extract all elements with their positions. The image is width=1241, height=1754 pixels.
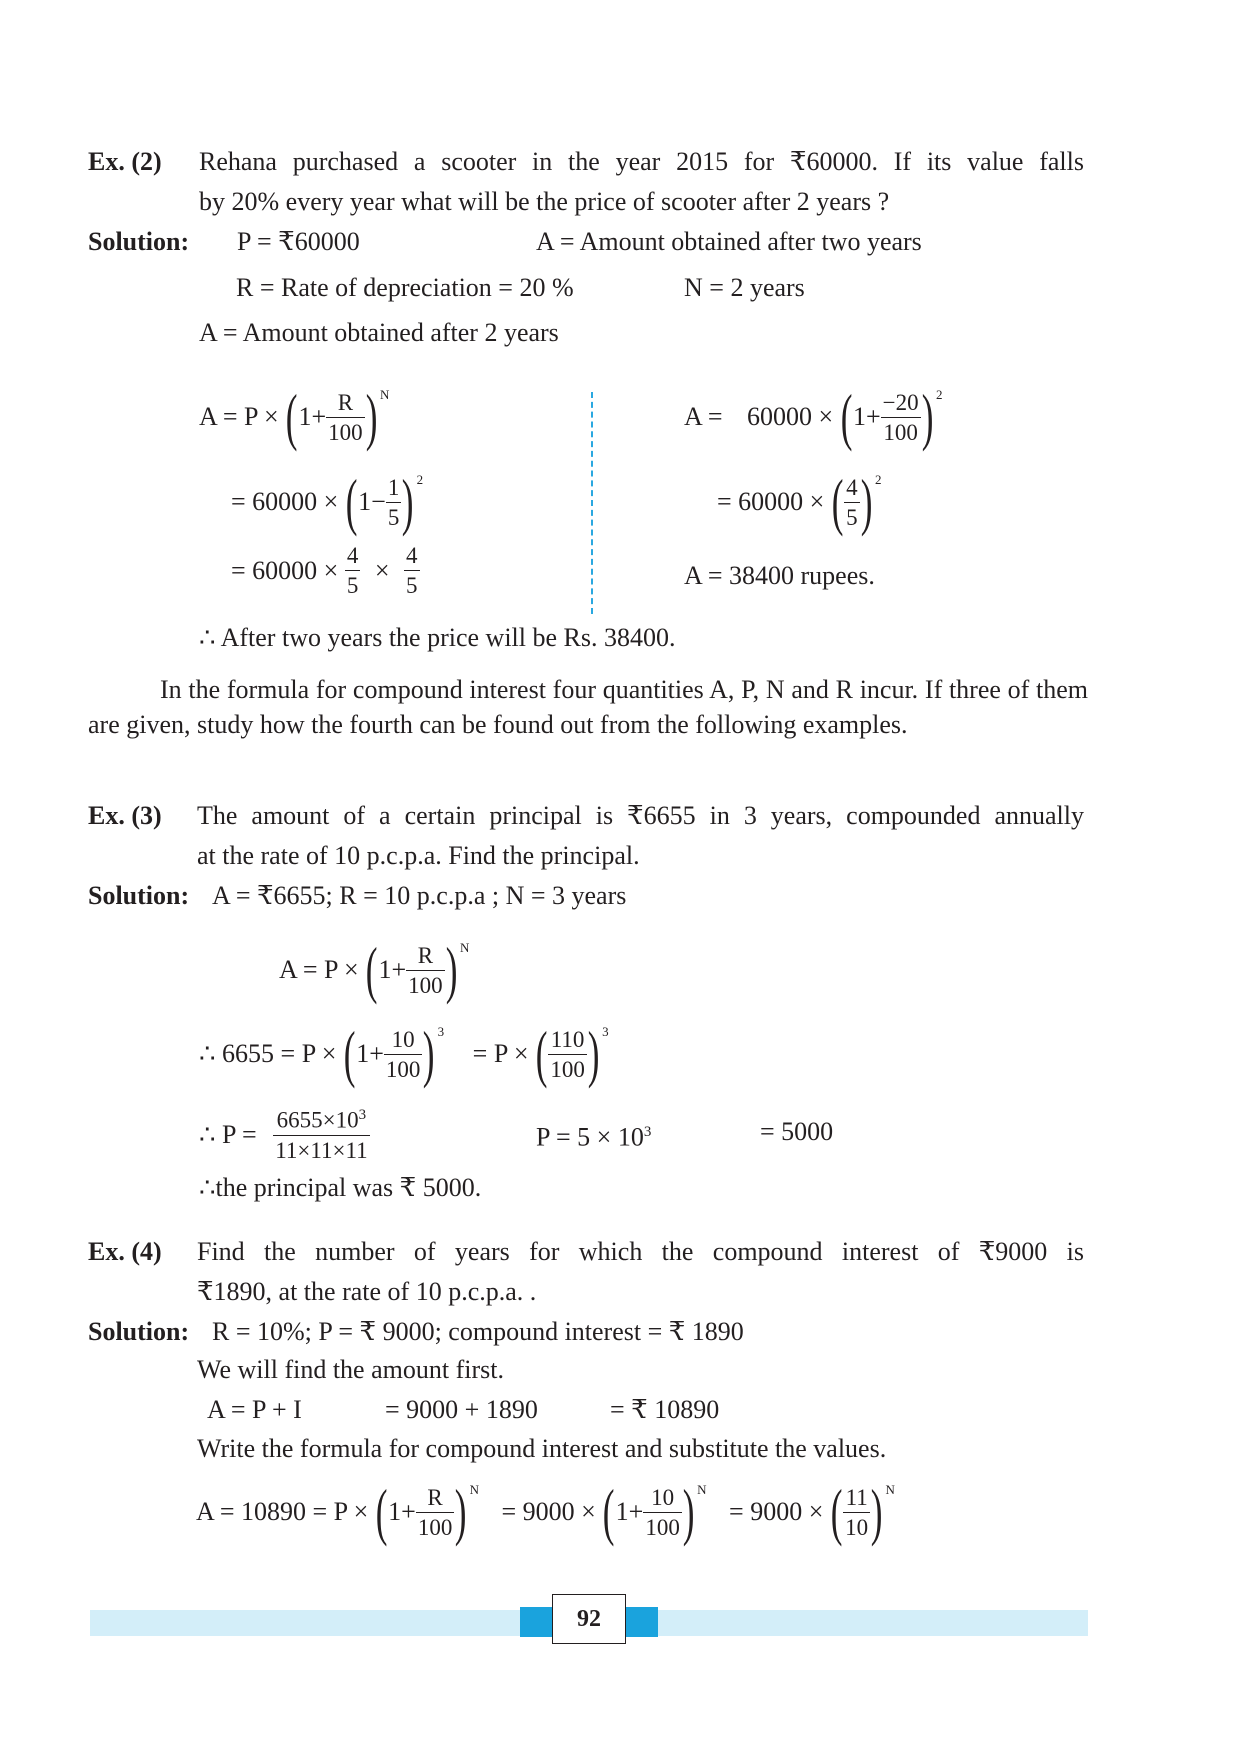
ex2-step2: = 60000 × (1− $\frac{1}{5}$ ) 2 bbox=[231, 466, 424, 537]
ex3-formula: A = P × (1+ $\frac{R}{100}$ ) N bbox=[279, 934, 470, 1005]
ex3-solve-p: ∴ P = $\frac{6655\times 10^3}{11\times 11\times 11}$ bbox=[199, 1107, 368, 1163]
ex3-conclusion: ∴the principal was ₹ 5000. bbox=[199, 1173, 482, 1202]
ex3-p-value: $P = 5 \times 10^3$ bbox=[536, 1122, 652, 1152]
ex3-label: Ex. (3) bbox=[88, 801, 162, 830]
ex3-given: A = ₹6655; R = 10 p.c.p.a ; N = 3 years bbox=[212, 881, 627, 910]
ex3-p-result: = 5000 bbox=[760, 1117, 834, 1146]
column-divider bbox=[591, 392, 593, 614]
ex4-question-line2: ₹1890, at the rate of 10 p.c.p.a. . bbox=[197, 1277, 537, 1306]
page-number: 92 bbox=[552, 1594, 626, 1644]
ex4-sum: = 9000 + 1890 bbox=[385, 1395, 538, 1424]
ex2-a-definition: A = Amount obtained after 2 years bbox=[199, 318, 559, 347]
ex4-a-pi: A = P + I bbox=[207, 1395, 302, 1424]
ex2-given-a: A = Amount obtained after two years bbox=[536, 227, 922, 256]
ex4-write-formula: Write the formula for compound interest and substitute the values. bbox=[197, 1434, 887, 1463]
ex2-formula: A = P × (1+ $\frac{R}{100}$ ) N bbox=[199, 381, 390, 452]
ex3-question-line1: The amount of a certain principal is ₹6655 in 3 years, compounded annually bbox=[197, 801, 1084, 830]
ex2-right-step2: = 60000 × ( $\frac{4}{5}$ ) 2 bbox=[717, 466, 882, 537]
ex2-given-p: P = ₹60000 bbox=[237, 227, 360, 256]
ex2-step3: = 60000 × $\frac{4}{5}$ × $\frac{4}{5}$ bbox=[231, 543, 418, 598]
ex4-label: Ex. (4) bbox=[88, 1237, 162, 1266]
ex2-label: Ex. (2) bbox=[88, 147, 162, 176]
ex4-find-amount: We will find the amount first. bbox=[197, 1355, 504, 1384]
ex2-result: A = 38400 rupees. bbox=[684, 561, 875, 590]
intro-paragraph: In the formula for compound interest four quantities A, P, N and R incur. If three of them are given, study how the fourth can be found out from the following examples. bbox=[88, 675, 1088, 739]
ex2-given-n: N = 2 years bbox=[684, 273, 805, 302]
ex3-solution-label: Solution: bbox=[88, 881, 190, 910]
ex4-given: R = 10%; P = ₹ 9000; compound interest = ₹ 1890 bbox=[212, 1317, 744, 1346]
ex2-conclusion: ∴ After two years the price will be Rs. 38400. bbox=[199, 623, 676, 652]
ex3-substitution: ∴ 6655 = P × (1+ $\frac{10}{100}$ ) 3 = P × ( $\frac{110}{100}$ ) 3 bbox=[199, 1018, 609, 1089]
ex2-given-r: R = Rate of depreciation = 20 % bbox=[236, 273, 574, 302]
ex4-sum-result: = ₹ 10890 bbox=[610, 1395, 720, 1424]
ex4-solution-label: Solution: bbox=[88, 1317, 190, 1346]
ex2-solution-label: Solution: bbox=[88, 227, 190, 256]
ex4-final-formula: A = 10890 = P × (1+ $\frac{R}{100}$ ) N = 9000 × (1+ $\frac{10}{100}$ ) N = 9000 × ( $\frac{11}{10}$ ) N bbox=[196, 1476, 895, 1547]
ex2-right-formula: A = 60000 × (1+ $\frac{-20}{100}$ ) 2 bbox=[684, 381, 943, 452]
ex2-question-line1: Rehana purchased a scooter in the year 2015 for ₹60000. If its value falls bbox=[199, 147, 1084, 176]
ex2-question-line2: by 20% every year what will be the price of scooter after 2 years ? bbox=[199, 187, 890, 216]
ex4-question-line1: Find the number of years for which the compound interest of ₹9000 is bbox=[197, 1237, 1084, 1266]
ex3-question-line2: at the rate of 10 p.c.p.a. Find the principal. bbox=[197, 841, 640, 870]
